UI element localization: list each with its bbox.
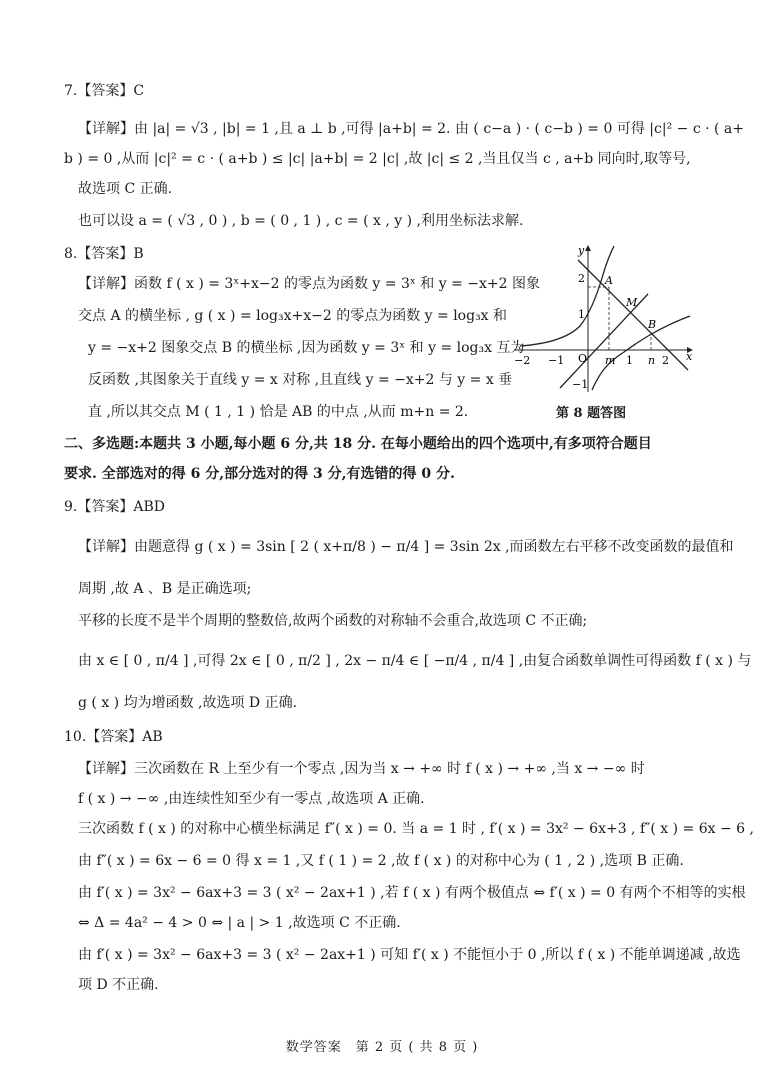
q9-detail-line2: 周期 ,故 A 、B 是正确选项; xyxy=(78,581,252,597)
label-x: x xyxy=(686,350,693,363)
tick-x-neg1: −1 xyxy=(548,354,565,367)
q8-header: 8.【答案】B xyxy=(64,246,144,262)
q10-detail-line3: 三次函数 f ( x ) 的对称中心横坐标满足 f″( x ) = 0. 当 a = 1 时 , f′( x ) = 3x² − 6x+3 , f″( x ) = 6x − 6 , xyxy=(78,821,754,837)
q8-detail-line5: 直 ,所以其交点 M ( 1 , 1 ) 恰是 AB 的中点 ,从而 m+n = 2. xyxy=(88,404,469,420)
label-A: A xyxy=(605,274,613,287)
label-origin: O xyxy=(578,352,588,365)
q10-detail-line4: 由 f″( x ) = 6x − 6 = 0 得 x = 1 ,又 f ( 1 ) = 2 ,故 f ( x ) 的对称中心为 ( 1 , 2 ) ,选项 B 正确. xyxy=(78,853,684,869)
q9-detail-line1: 【详解】由题意得 g ( x ) = 3sin [ 2 ( x+π/8 ) − π/4 ] = 3sin 2x ,而函数左右平移不改变函数的最值和 xyxy=(78,539,734,555)
q8-detail-line4: 反函数 ,其图象关于直线 y = x 对称 ,且直线 y = −x+2 与 y = x 垂 xyxy=(88,372,513,388)
log-curve xyxy=(592,316,690,390)
label-M: M xyxy=(626,296,638,309)
q10-detail-line6: ⇔ Δ = 4a² − 4 > 0 ⇔ | a | > 1 ,故选项 C 不正确. xyxy=(78,915,401,931)
q10-detail-line8: 项 D 不正确. xyxy=(78,977,159,993)
label-y: y xyxy=(578,244,585,257)
q9-detail-line3: 平移的长度不是半个周期的整数倍,故两个函数的对称轴不会重合,故选项 C 不正确; xyxy=(78,613,588,629)
tick-x-1: 1 xyxy=(626,354,633,367)
page-footer: 数学答案 第 2 页 ( 共 8 页 ) xyxy=(285,1040,479,1055)
q10-detail-line2: f ( x ) → −∞ ,由连续性知至少有一零点 ,故选项 A 正确. xyxy=(78,791,425,807)
q8-detail-line2: 交点 A 的横坐标 , g ( x ) = log₃x+x−2 的零点为函数 y = log₃x 和 xyxy=(78,308,508,324)
q7-detail-line1: 【详解】由 |a| = √3 , |b| = 1 ,且 a ⊥ b ,可得 |a+b| = 2. 由 ( c−a ) · ( c−b ) = 0 可得 |c|² − c · ( a+ xyxy=(78,121,744,137)
label-n: n xyxy=(648,354,656,367)
q9-detail-line5: g ( x ) 均为增函数 ,故选项 D 正确. xyxy=(78,695,298,711)
q9-detail-line4: 由 x ∈ [ 0 , π/4 ] ,可得 2x ∈ [ 0 , π/2 ] , 2x − π/4 ∈ [ −π/4 , π/4 ] ,由复合函数单调性可得函数 f ( x ) 与 xyxy=(78,653,752,669)
q10-detail-line5: 由 f′( x ) = 3x² − 6ax+3 = 3 ( x² − 2ax+1 ) ,若 f ( x ) 有两个极值点 ⇔ f′( x ) = 0 有两个不相等的实根 xyxy=(78,885,746,901)
label-m: m xyxy=(605,354,616,367)
section2-heading-line1: 二、多选题:本题共 3 小题,每小题 6 分,共 18 分. 在每小题给出的四个选项中,有多项符合题目 xyxy=(64,436,652,452)
q10-detail-line1: 【详解】三次函数在 R 上至少有一个零点 ,因为当 x → +∞ 时 f ( x ) → +∞ ,当 x → −∞ 时 xyxy=(78,761,645,777)
tick-y-1: 1 xyxy=(578,308,585,321)
q10-detail-line7: 由 f′( x ) = 3x² − 6ax+3 = 3 ( x² − 2ax+1 ) 可知 f′( x ) 不能恒小于 0 ,所以 f ( x ) 不能单调递减 ,故选 xyxy=(78,947,741,963)
tick-x-neg2: −2 xyxy=(514,354,531,367)
q8-detail-line3: y = −x+2 图象交点 B 的横坐标 ,因为函数 y = 3ˣ 和 y = log₃x 互为 xyxy=(88,340,525,356)
exp-curve xyxy=(520,246,614,346)
q8-detail-line1: 【详解】函数 f ( x ) = 3ˣ+x−2 的零点为函数 y = 3ˣ 和 y = −x+2 图象 xyxy=(78,276,540,292)
q7-detail-line3: 故选项 C 正确. xyxy=(78,181,173,197)
q9-header: 9.【答案】ABD xyxy=(64,499,165,515)
line-y-eq-neg-x-plus-2 xyxy=(578,260,688,370)
q7-detail-line4: 也可以设 a = ( √3 , 0 ) , b = ( 0 , 1 ) , c = ( x , y ) ,利用坐标法求解. xyxy=(78,213,524,229)
label-B: B xyxy=(648,318,657,331)
tick-y-2: 2 xyxy=(578,272,585,285)
tick-y-neg1: −1 xyxy=(572,378,589,391)
q7-header: 7.【答案】C xyxy=(64,83,145,99)
tick-x-2: 2 xyxy=(662,354,669,367)
figure-caption: 第 8 题答图 xyxy=(556,406,627,421)
q8-answer-figure xyxy=(508,242,696,394)
q10-header: 10.【答案】AB xyxy=(64,729,163,745)
q7-detail-line2: b ) = 0 ,从而 |c|² = c · ( a+b ) ≤ |c| |a+b| = 2 |c| ,故 |c| ≤ 2 ,当且仅当 c , a+b 同向时,取等号, xyxy=(64,151,691,167)
section2-heading-line2: 要求. 全部选对的得 6 分,部分选对的得 3 分,有选错的得 0 分. xyxy=(64,466,455,482)
